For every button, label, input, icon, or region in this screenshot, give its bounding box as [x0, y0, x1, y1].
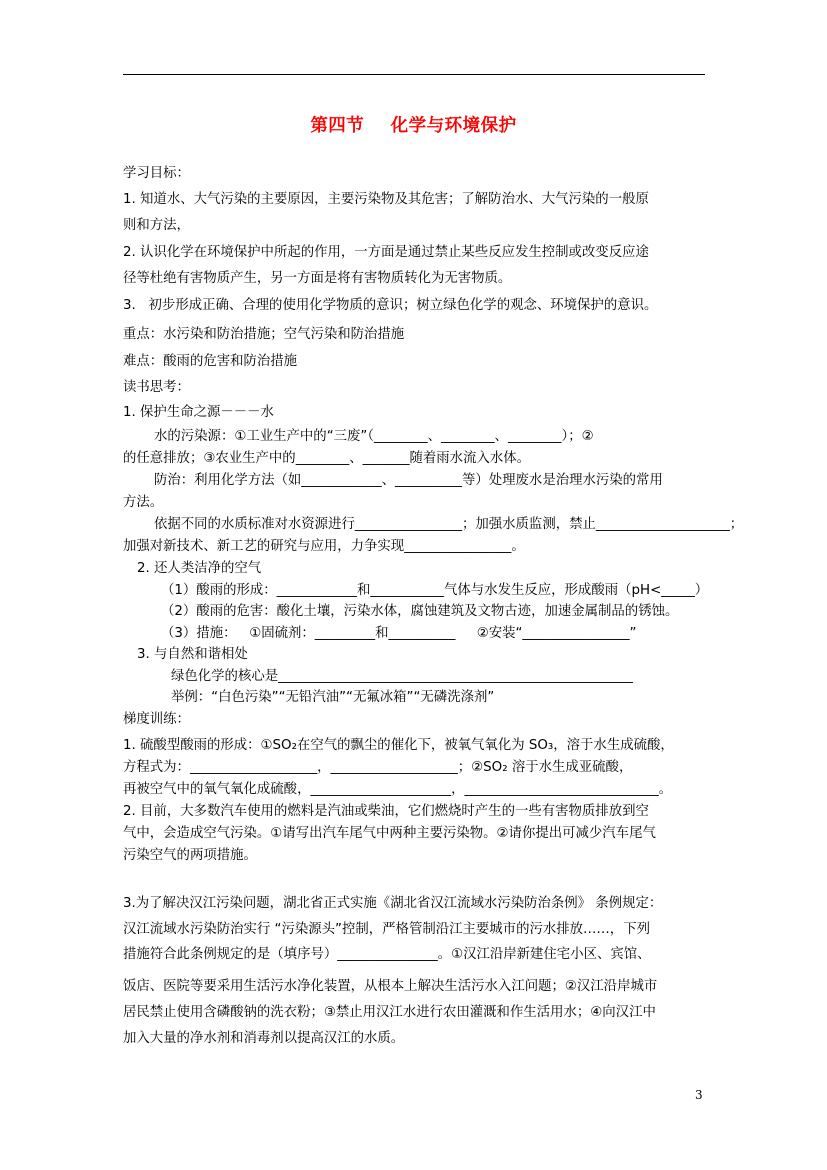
text-line: 重点：水污染和防治措施；空气污染和防治措施: [123, 327, 405, 342]
text-line: 则和方法，: [123, 218, 190, 233]
text-line: 径等杜绝有害物质产生，另一方面是将有害物质转化为无害物质。: [123, 271, 512, 286]
text-line: 再被空气中的氧气氧化成硫酸，_____________________，_____________________________。: [123, 782, 673, 797]
text-line: 2. 目前，大多数汽车使用的燃料是汽油或柴油，它们燃烧时产生的一些有害物质排放到空: [123, 804, 649, 819]
text-line: 梯度训练：: [123, 712, 190, 727]
text-line: 2. 认识化学在环境保护中所起的作用，一方面是通过禁止某些反应发生控制或改变反应途: [123, 245, 649, 260]
text-line: 饭店、医院等要采用生活污水净化装置，从根本上解决生活污水入江问题；②汉江沿岸城市: [123, 979, 658, 994]
text-line: 水的污染源：①工业生产中的“三废”（________、________、________）；②: [154, 429, 594, 444]
text-line: 1. 硫酸型酸雨的形成：①SO₂在空气的飘尘的催化下，被氧气氧化为 SO₃，溶于水生成硫酸，: [123, 738, 674, 753]
text-line: 污染空气的两项措施。: [123, 848, 257, 863]
text-line: （3）措施： ①固硫剂：_________和__________ ②安装“________________”: [161, 626, 637, 641]
text-line: 读书思考：: [123, 380, 190, 395]
page-title: 第四节 化学与环境保护: [310, 116, 517, 136]
text-line: （1）酸雨的形成：____________和___________气体与水发生反应，形成酸雨（pH<_____）: [161, 583, 709, 598]
text-line: 1. 知道水、大气污染的主要原因，主要污染物及其危害；了解防治水、大气污染的一般原: [123, 192, 649, 207]
text-line: 汉江流域水污染防治实行 “污染源头”控制，严格管制沿江主要城市的污水排放……，下列: [123, 922, 650, 937]
text-line: 防治：利用化学方法（如____________、__________等）处理废水是治理水污染的常用: [154, 473, 663, 488]
text-line: 加强对新技术、新工艺的研究与应用，力争实现________________。: [123, 539, 525, 554]
text-line: 依据不同的水质标准对水资源进行________________；加强水质监测，禁止____________________；: [154, 517, 744, 532]
text-line: 绿色化学的核心是_____________________________________________________: [171, 669, 633, 684]
text-line: 措施符合此条例规定的是（填序号）_______________。①汉江沿岸新建住宅小区、宾馆、: [123, 947, 651, 962]
text-line: 2. 还人类洁净的空气: [137, 561, 262, 576]
text-line: 加入大量的净水剂和消毒剂以提高汉江的水质。: [123, 1031, 405, 1046]
text-line: 1. 保护生命之源－－－水: [123, 405, 274, 420]
text-line: 3. 初步形成正确、合理的使用化学物质的意识；树立绿色化学的观念、环境保护的意识。: [123, 298, 658, 313]
text-line: 3.为了解决汉江污染问题，湖北省正式实施《湖北省汉江流域水污染防治条例》 条例规定：: [123, 896, 663, 911]
text-line: 气中，会造成空气污染。①请写出汽车尾气中两种主要污染物。②请你提出可减少汽车尾气: [123, 826, 656, 841]
text-line: 方法。: [123, 495, 164, 510]
text-line: 3. 与自然和谐相处: [137, 647, 248, 662]
text-line: （2）酸雨的危害：酸化土壤，污染水体，腐蚀建筑及文物古迹，加速金属制品的锈蚀。: [161, 604, 679, 619]
text-line: 方程式为：___________________，___________________；②SO₂ 溶于水生成亚硫酸，: [123, 760, 633, 775]
text-line: 的任意排放；③农业生产中的________、_______随着雨水流入水体。: [123, 451, 531, 466]
header-rule: [123, 74, 705, 75]
text-line: 举例：“白色污染”“无铅汽油”“无氟冰箱”“无磷洗涤剂”: [171, 690, 495, 705]
text-line: 居民禁止使用含磷酸钠的洗衣粉；③禁止用汉江水进行农田灌溉和作生活用水；④向汉江中: [123, 1005, 656, 1020]
text-line: 学习目标：: [123, 166, 190, 181]
text-line: 难点：酸雨的危害和防治措施: [123, 354, 298, 369]
page-number: 3: [695, 1088, 703, 1102]
